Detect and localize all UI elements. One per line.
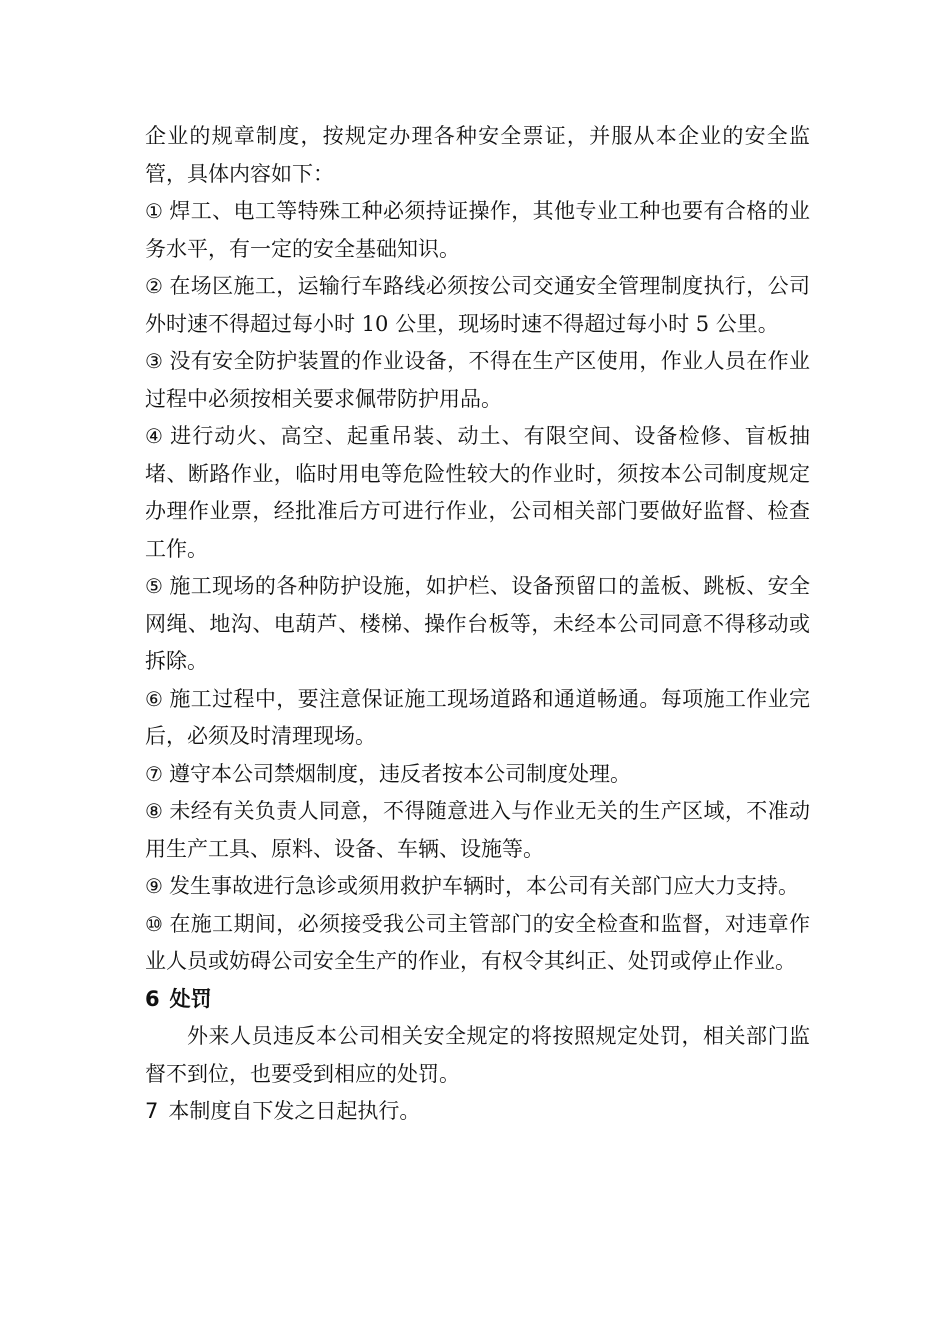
- list-item: [145, 681, 810, 756]
- list-item: [145, 756, 810, 794]
- list-item: [145, 906, 810, 981]
- item-text: 未经有关负责人同意，不得随意进入与作业无关的生产区域，不准动用生产工具、原料、设备、车辆、设施等。: [145, 799, 810, 861]
- item-text: 焊工、电工等特殊工种必须持证操作，其他专业工种也要有合格的业务水平，有一定的安全基础知识。: [145, 199, 810, 261]
- section-title: 处罚: [169, 986, 212, 1011]
- rules-list: [145, 193, 810, 981]
- closing-statement: [145, 1093, 810, 1131]
- penalty-paragraph: 外来人员违反本公司相关安全规定的将按照规定处罚，相关部门监督不到位，也要受到相应的处罚。: [145, 1024, 810, 1086]
- item-marker: ⑦: [145, 761, 163, 786]
- list-item: [145, 418, 810, 568]
- item-text: 施工现场的各种防护设施，如护栏、设备预留口的盖板、跳板、安全网绳、地沟、电葫芦、楼梯、操作台板等，未经本公司同意不得移动或拆除。: [145, 574, 810, 673]
- item-text: 进行动火、高空、起重吊装、动土、有限空间、设备检修、盲板抽堵、断路作业，临时用电等危险性较大的作业时，须按本公司制度规定办理作业票，经批准后方可进行作业，公司相关部门要做好监督、检查工作。: [145, 424, 810, 561]
- list-item: [145, 568, 810, 681]
- item-marker: ⑩: [145, 911, 163, 936]
- section-number: 6: [145, 986, 160, 1011]
- item-marker: ①: [145, 199, 163, 223]
- item-text: 在场区施工，运输行车路线必须按公司交通安全管理制度执行，公司外时速不得超过每小时 10 公里，现场时速不得超过每小时 5 公里。: [145, 274, 810, 336]
- section-number: 7: [145, 1099, 159, 1123]
- item-marker: ⑤: [145, 574, 163, 598]
- list-item: [145, 793, 810, 868]
- section-heading-penalty: [145, 981, 810, 1019]
- item-text: 施工过程中，要注意保证施工现场道路和通道畅通。每项施工作业完后，必须及时清理现场。: [145, 686, 810, 748]
- list-item: [145, 268, 810, 343]
- item-marker: ⑥: [145, 686, 163, 711]
- item-text: 在施工期间，必须接受我公司主管部门的安全检查和监督，对违章作业人员或妨碍公司安全生产的作业，有权令其纠正、处罚或停止作业。: [145, 911, 810, 973]
- item-text: 发生事故进行急诊或须用救护车辆时，本公司有关部门应大力支持。: [169, 874, 799, 898]
- item-text: 没有安全防护装置的作业设备，不得在生产区使用，作业人员在作业过程中必须按相关要求佩带防护用品。: [145, 349, 810, 411]
- list-item: [145, 868, 810, 906]
- item-marker: ④: [145, 424, 163, 448]
- item-marker: ③: [145, 349, 163, 373]
- closing-text: 本制度自下发之日起执行。: [168, 1099, 421, 1123]
- item-marker: ⑧: [145, 799, 163, 823]
- list-item: [145, 193, 810, 268]
- item-marker: ②: [145, 274, 163, 298]
- document-body: [145, 118, 810, 1131]
- item-marker: ⑨: [145, 874, 163, 898]
- intro-paragraph: 企业的规章制度，按规定办理各种安全票证，并服从本企业的安全监管，具体内容如下：: [145, 124, 810, 186]
- list-item: [145, 343, 810, 418]
- item-text: 遵守本公司禁烟制度，违反者按本公司制度处理。: [169, 761, 631, 786]
